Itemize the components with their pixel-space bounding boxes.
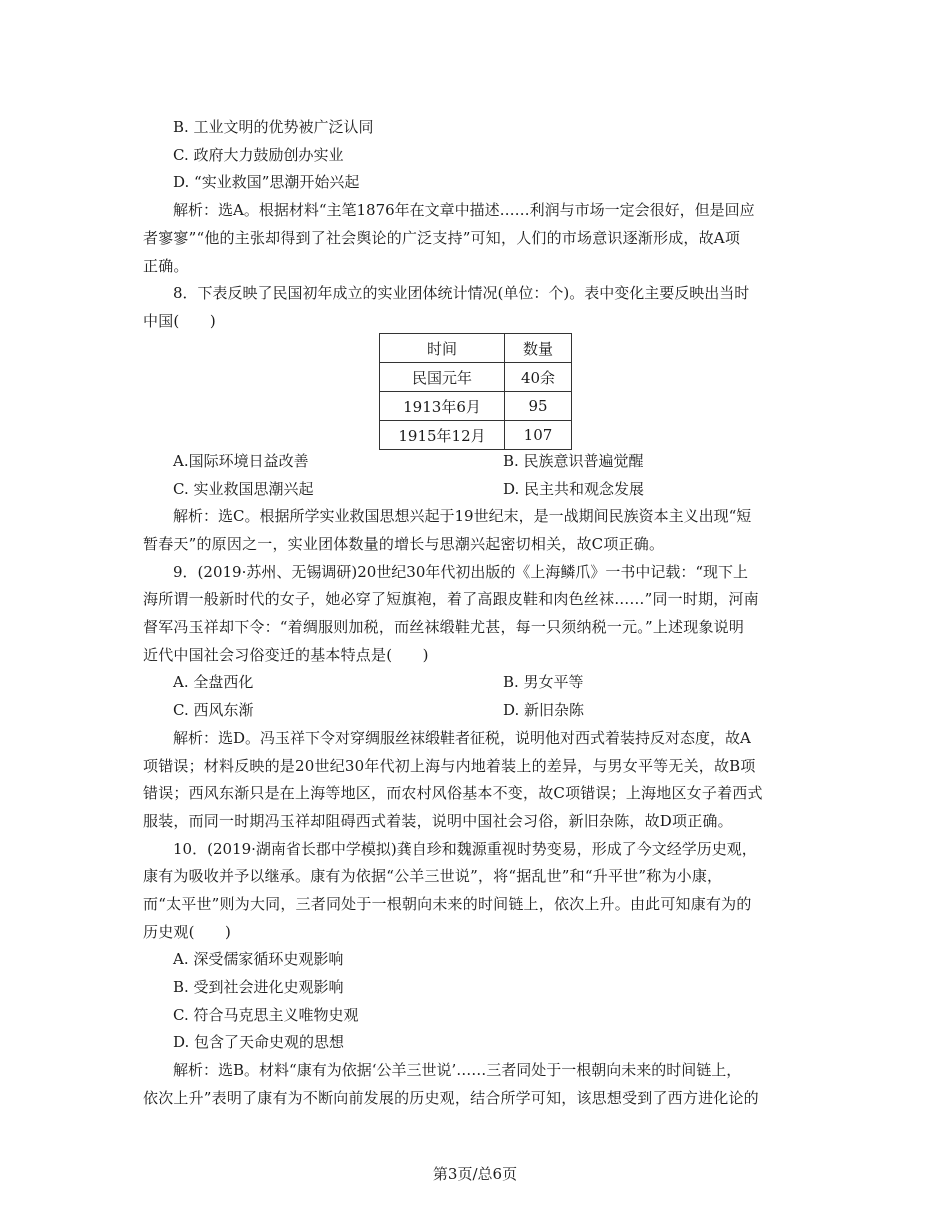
page-number: 第3页/总6页: [432, 1165, 518, 1183]
q9-option-c: C. 西风东渐: [173, 701, 254, 719]
q10-option-c: C. 符合马克思主义唯物史观: [173, 1006, 359, 1024]
q8-stem-line: 8．下表反映了民国初年成立的实业团体统计情况(单位：个)。表中变化主要反映出当时: [173, 284, 750, 302]
q9-stem-line: 海所谓一般新时代的女子，她必穿了短旗袍，着了高跟皮鞋和肉色丝袜……”同一时期，河南: [143, 590, 759, 608]
q7-analysis-line: 正确。: [143, 257, 189, 275]
q10-stem-line: 10．(2019·湖南省长郡中学模拟)龚自珍和魏源重视时势变易，形成了今文经学历史观，: [173, 840, 757, 858]
q9-analysis-line: 服装，而同一时期冯玉祥却阻碍西式着装，说明中国社会习俗，新旧杂陈，故D项正确。: [143, 812, 733, 830]
q7-option-d: D. “实业救国”思潮开始兴起: [173, 173, 360, 191]
q8-stem-line: 中国( ): [143, 312, 216, 330]
q9-option-b: B. 男女平等: [503, 673, 584, 691]
table-cell: 1913年6月: [380, 392, 505, 421]
q10-analysis-line: 依次上升”表明了康有为不断向前发展的历史观，结合所学可知，该思想受到了西方进化论的: [143, 1089, 759, 1107]
q9-analysis-line: 解析：选D。冯玉祥下令对穿绸服丝袜缎鞋者征税，说明他对西式着装持反对态度，故A: [173, 729, 751, 747]
q10-option-a: A. 深受儒家循环史观影响: [173, 950, 344, 968]
q9-stem-line: 9．(2019·苏州、无锡调研)20世纪30年代初出版的《上海鳞爪》一书中记载：“现下上: [173, 563, 749, 581]
q7-option-c: C. 政府大力鼓励创办实业: [173, 146, 344, 164]
q10-stem-line: 康有为吸收并予以继承。康有为依据“公羊三世说”，将“据乱世”和“升平世”称为小康，: [143, 867, 723, 885]
table-cell: 1915年12月: [380, 421, 505, 450]
q10-option-b: B. 受到社会进化史观影响: [173, 978, 344, 996]
q9-analysis-line: 项错误；材料反映的是20世纪30年代初上海与内地着装上的差异，与男女平等无关，故B项: [143, 757, 756, 775]
table-header-cell: 数量: [505, 334, 572, 363]
q8-option-d: D. 民主共和观念发展: [503, 480, 645, 498]
table-cell: 107: [505, 421, 572, 450]
table-cell: 95: [505, 392, 572, 421]
q7-option-b: B. 工业文明的优势被广泛认同: [173, 118, 374, 136]
q9-analysis-line: 错误；西风东渐只是在上海等地区，而农村风俗基本不变，故C项错误；上海地区女子着西式: [143, 784, 763, 802]
q8-stats-table: [379, 333, 572, 450]
table-cell: 民国元年: [380, 363, 505, 392]
q8-analysis-line: 解析：选C。根据所学实业救国思想兴起于19世纪末，是一战期间民族资本主义出现“短: [173, 507, 752, 525]
table-row: [380, 363, 572, 392]
table-header-row: [380, 334, 572, 363]
q9-option-d: D. 新旧杂陈: [503, 701, 585, 719]
table-header-cell: 时间: [380, 334, 505, 363]
q9-stem-line: 督军冯玉祥却下令：“着绸服则加税，而丝袜缎鞋尤甚，每一只须纳税一元。”上述现象说明: [143, 618, 745, 636]
table-row: [380, 421, 572, 450]
q8-analysis-line: 暂春天”的原因之一，实业团体数量的增长与思潮兴起密切相关，故C项正确。: [143, 535, 665, 553]
q9-stem-line: 近代中国社会习俗变迁的基本特点是( ): [143, 646, 429, 664]
table-cell: 40余: [505, 363, 572, 392]
q10-stem-line: 而“太平世”则为大同，三者同处于一根朝向未来的时间链上，依次上升。由此可知康有为的: [143, 895, 752, 913]
q10-stem-line: 历史观( ): [143, 923, 232, 941]
q7-analysis-line: 者寥寥”“他的主张却得到了社会舆论的广泛支持”可知，人们的市场意识逐渐形成，故A项: [143, 229, 741, 247]
q10-option-d: D. 包含了天命史观的思想: [173, 1033, 345, 1051]
q10-analysis-line: 解析：选B。材料“康有为依据‘公羊三世说’……三者同处于一根朝向未来的时间链上，: [173, 1061, 742, 1079]
q8-option-b: B. 民族意识普遍觉醒: [503, 452, 644, 470]
q8-option-a: A.国际环境日益改善: [173, 452, 309, 470]
q8-option-c: C. 实业救国思潮兴起: [173, 480, 314, 498]
q9-option-a: A. 全盘西化: [173, 673, 254, 691]
q7-analysis-line: 解析：选A。根据材料“主笔1876年在文章中描述……利润与市场一定会很好，但是回应: [173, 201, 755, 219]
table-row: [380, 392, 572, 421]
